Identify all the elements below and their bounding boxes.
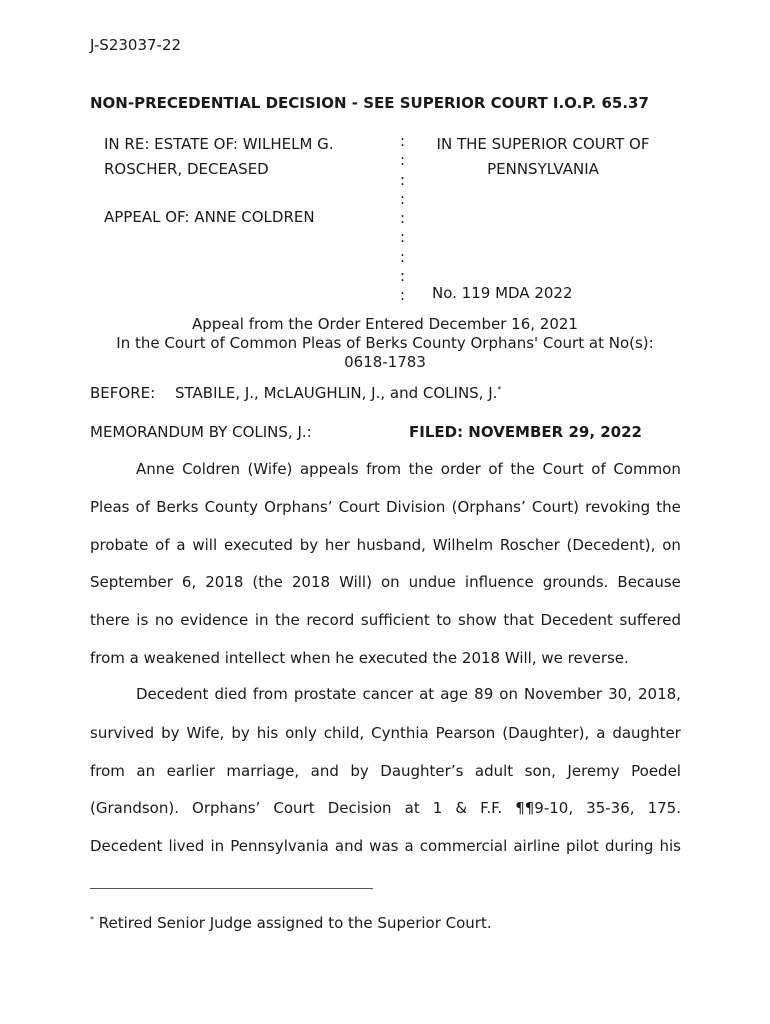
body-line [90, 611, 681, 629]
body-word: Will) [339, 573, 372, 591]
body-word: evidence [180, 611, 249, 629]
body-word: (Wife) [247, 460, 293, 478]
body-word: ¶¶9-10, [515, 799, 574, 817]
body-word: by [350, 762, 369, 780]
body-word: the [275, 611, 300, 629]
body-word: was [369, 837, 399, 855]
body-word: sufficient [360, 611, 430, 629]
body-word: 89 [474, 685, 494, 703]
body-word: Pennsylvania [230, 837, 329, 855]
body-word: County [204, 498, 259, 516]
body-word: to [436, 611, 452, 629]
body-word: prostate [293, 685, 357, 703]
body-word: Orphans’ [192, 799, 261, 817]
body-word: by [161, 724, 180, 742]
body-word: 30, [608, 685, 632, 703]
body-word: Because [617, 573, 681, 591]
body-word: Anne [136, 460, 175, 478]
body-word: there [90, 611, 130, 629]
body-word: adult [474, 762, 514, 780]
docket-number: J-S23037-22 [90, 36, 182, 54]
body-word: executed [223, 536, 293, 554]
panel-judges: STABILE, J., McLAUGHLIN, J., and COLINS, J. [175, 384, 498, 402]
body-word: show [458, 611, 497, 629]
body-line [136, 460, 681, 478]
body-word: died [214, 685, 247, 703]
filed-date: FILED: NOVEMBER 29, 2022 [409, 423, 642, 441]
body-word: Division [386, 498, 446, 516]
body-word: child, [323, 724, 365, 742]
body-word: record [306, 611, 355, 629]
body-word: (Orphans’ [451, 498, 526, 516]
body-word: only [285, 724, 317, 742]
body-word: Wife, [186, 724, 225, 742]
body-word: appeals [299, 460, 359, 478]
body-word: order [440, 460, 481, 478]
body-word: Court [273, 799, 315, 817]
body-word: suffered [619, 611, 681, 629]
body-word: a [596, 724, 606, 742]
body-word: Pleas [90, 498, 130, 516]
body-word: earlier [166, 762, 215, 780]
memorandum-author: MEMORANDUM BY COLINS, J.: [90, 423, 312, 441]
body-word: F.F. [480, 799, 503, 817]
body-word: (the [252, 573, 283, 591]
body-word: 2018, [637, 685, 681, 703]
body-word: commercial [419, 837, 508, 855]
body-word: lived [168, 837, 205, 855]
body-line [136, 685, 681, 703]
body-word: Wilhelm [432, 536, 494, 554]
body-word: (Decedent), [566, 536, 656, 554]
body-word: the [408, 460, 434, 478]
body-word: a [176, 536, 186, 554]
body-word: the [510, 460, 535, 478]
body-word: 2018 [291, 573, 331, 591]
footnote-reference: * [497, 385, 502, 394]
body-word: her [324, 536, 350, 554]
body-word: of [155, 536, 170, 554]
body-word: 2018 [205, 573, 244, 591]
caption-case-title [104, 132, 334, 182]
body-word: probate [90, 536, 149, 554]
body-line: from a weakened intellect when he executed the 2018 Will, we reverse. [90, 649, 629, 667]
body-word: 175. [647, 799, 681, 817]
body-word: in [254, 611, 269, 629]
body-word: at [404, 799, 420, 817]
caption-colon-divider: : : : : : : : : : [400, 132, 406, 305]
body-word: (Grandson). [90, 799, 179, 817]
caption-docket-no: No. 119 MDA 2022 [432, 284, 573, 302]
footnote [90, 914, 492, 932]
body-word: Roscher [499, 536, 560, 554]
body-word: Decedent [540, 611, 613, 629]
body-word: on [662, 536, 681, 554]
body-word: an [136, 762, 156, 780]
caption-court-line-1: IN THE SUPERIOR COURT OF [436, 135, 650, 153]
body-word: and [310, 762, 339, 780]
body-word: Orphans’ [264, 498, 333, 516]
body-word: November [524, 685, 603, 703]
body-word: September [90, 573, 173, 591]
body-word: son, [524, 762, 556, 780]
body-word: by [231, 724, 250, 742]
body-word: airline [513, 837, 560, 855]
body-word: & [455, 799, 468, 817]
body-word: cancer [362, 685, 414, 703]
panel-before [90, 384, 501, 402]
body-word: from [366, 460, 402, 478]
body-word: Decedent [90, 837, 163, 855]
body-word: by [299, 536, 319, 554]
body-word: of [591, 460, 606, 478]
body-word: is [136, 611, 149, 629]
body-word: Jeremy [567, 762, 620, 780]
body-word: Common [613, 460, 681, 478]
body-word: that [503, 611, 534, 629]
body-word: revoking [585, 498, 651, 516]
appeal-info-line-3: 0618-1783 [344, 353, 426, 371]
body-word: pilot [566, 837, 599, 855]
before-label: BEFORE: [90, 384, 156, 402]
caption-appeal-of: APPEAL OF: ANNE COLDREN [104, 208, 315, 226]
body-word: Poedel [631, 762, 681, 780]
body-word: during [605, 837, 654, 855]
caption-title-line-1: IN RE: ESTATE OF: WILHELM G. [104, 135, 334, 153]
body-line [90, 536, 681, 554]
footnote-divider [90, 888, 373, 889]
body-word: Court) [531, 498, 579, 516]
body-word: survived [90, 724, 155, 742]
body-word: grounds. [542, 573, 609, 591]
body-word: Coldren [182, 460, 240, 478]
body-word: (Daughter), [502, 724, 590, 742]
body-word: Decision [327, 799, 392, 817]
footnote-mark: * [90, 915, 94, 924]
body-word: of [488, 460, 503, 478]
body-word: his [659, 837, 681, 855]
body-line [90, 498, 681, 516]
body-line [90, 799, 681, 817]
body-word: Decedent [136, 685, 209, 703]
footnote-text: Retired Senior Judge assigned to the Superior Court. [98, 914, 492, 932]
caption-court [432, 132, 654, 182]
body-word: husband, [356, 536, 426, 554]
body-word: Cynthia [371, 724, 429, 742]
appeal-info-line-2: In the Court of Common Pleas of Berks County Orphans' Court at No(s): [116, 334, 654, 352]
body-word: the [656, 498, 681, 516]
caption-court-line-2: PENNSYLVANIA [487, 160, 599, 178]
appeal-info [90, 315, 680, 372]
body-line [90, 837, 681, 855]
body-word: 6, [181, 573, 197, 591]
body-line [90, 762, 681, 780]
body-word: daughter [612, 724, 681, 742]
body-word: age [440, 685, 469, 703]
body-word: Court [338, 498, 380, 516]
body-word: in [210, 837, 225, 855]
body-word: of [135, 498, 151, 516]
appeal-info-line-1: Appeal from the Order Entered December 16, 2021 [192, 315, 578, 333]
body-word: Berks [156, 498, 199, 516]
body-word: undue [408, 573, 456, 591]
caption-title-line-2: ROSCHER, DECEASED [104, 160, 269, 178]
body-word: his [256, 724, 279, 742]
body-word: no [154, 611, 174, 629]
non-precedential-header: NON-PRECEDENTIAL DECISION - SEE SUPERIOR COURT I.O.P. 65.37 [90, 94, 649, 112]
body-word: marriage, [226, 762, 300, 780]
body-word: on [499, 685, 518, 703]
body-word: Daughter’s [380, 762, 464, 780]
body-word: at [419, 685, 435, 703]
body-word: will [192, 536, 218, 554]
body-word: on [380, 573, 400, 591]
body-word: influence [464, 573, 534, 591]
body-word: Pearson [435, 724, 496, 742]
body-word: from [90, 762, 125, 780]
body-line [90, 573, 681, 591]
body-line [90, 724, 681, 742]
body-word: from [252, 685, 288, 703]
body-word: a [404, 837, 414, 855]
body-word: and [334, 837, 364, 855]
body-word: 1 [432, 799, 443, 817]
body-word: Court [542, 460, 584, 478]
body-word: 35-36, [586, 799, 635, 817]
